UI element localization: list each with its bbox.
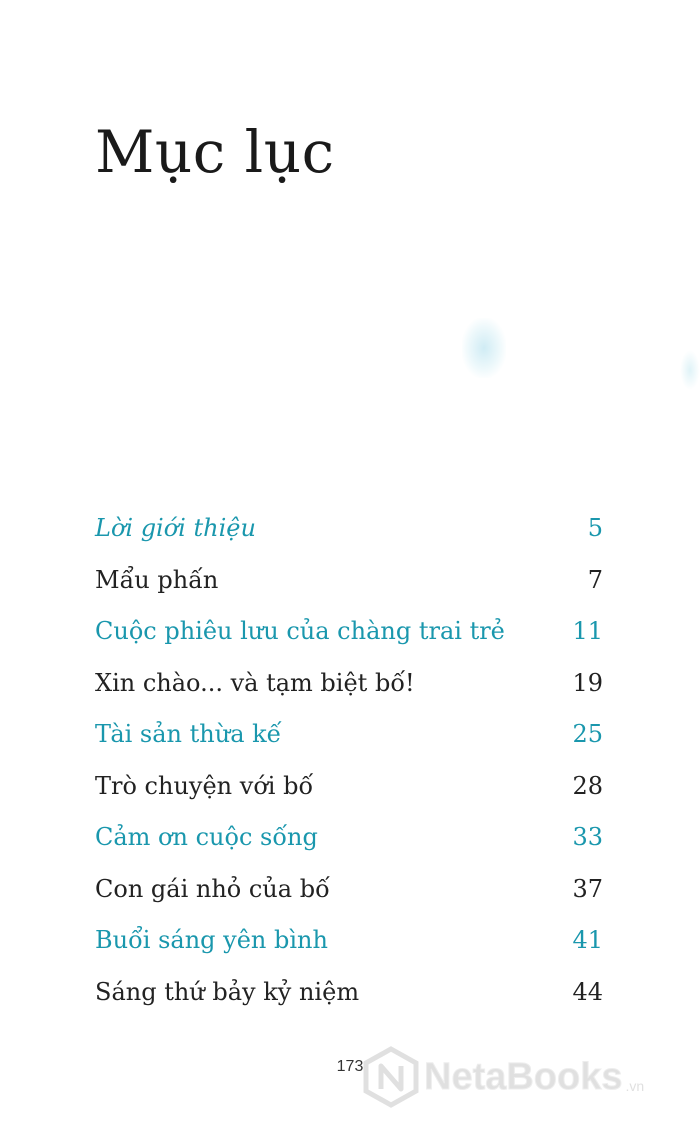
ink-smudge <box>680 350 700 390</box>
toc-entry-page: 28 <box>572 771 603 800</box>
ink-smudge <box>462 318 506 378</box>
toc-entry-page: 41 <box>572 926 603 954</box>
toc-entry-title: Cảm ơn cuộc sống <box>95 823 318 851</box>
toc-entry[interactable] <box>95 817 603 869</box>
toc-entry-page: 19 <box>572 668 603 697</box>
toc-entry-title: Xin chào... và tạm biệt bố! <box>95 668 415 697</box>
toc-entry-page: 44 <box>572 977 603 1006</box>
toc-entry-title: Sáng thứ bảy kỷ niệm <box>95 977 360 1006</box>
toc-entry[interactable] <box>95 972 603 1024</box>
toc-entry-title: Tài sản thừa kế <box>95 720 282 748</box>
toc-entry-page: 5 <box>587 514 603 542</box>
toc-entry[interactable] <box>95 869 603 921</box>
toc-entry[interactable] <box>95 611 603 663</box>
toc-entry-page: 33 <box>572 823 603 851</box>
toc-entry-title: Con gái nhỏ của bố <box>95 874 330 903</box>
n-hexagon-logo-icon <box>362 1046 420 1108</box>
toc-entry[interactable] <box>95 920 603 972</box>
toc-entry-title: Buổi sáng yên bình <box>95 926 328 954</box>
toc-entry[interactable] <box>95 508 603 560</box>
toc-entry-title: Cuộc phiêu lưu của chàng trai trẻ <box>95 617 505 645</box>
toc-entry[interactable] <box>95 766 603 818</box>
watermark <box>362 1044 644 1110</box>
toc-entry-title: Trò chuyện với bố <box>95 771 314 800</box>
toc-entry[interactable] <box>95 663 603 715</box>
watermark-text: NetaBooks <box>424 1055 623 1098</box>
toc-entry[interactable] <box>95 714 603 766</box>
page-number: 173 <box>336 1058 364 1075</box>
toc-entry[interactable] <box>95 560 603 612</box>
table-of-contents <box>95 508 603 1023</box>
page-title: Mục lục <box>95 118 335 186</box>
toc-entry-page: 7 <box>587 565 603 594</box>
watermark-suffix: .vn <box>625 1078 645 1094</box>
toc-entry-page: 11 <box>572 617 603 645</box>
toc-entry-page: 37 <box>572 874 603 903</box>
toc-entry-title: Mẩu phấn <box>95 565 219 594</box>
toc-entry-title: Lời giới thiệu <box>95 514 256 542</box>
toc-entry-page: 25 <box>572 720 603 748</box>
